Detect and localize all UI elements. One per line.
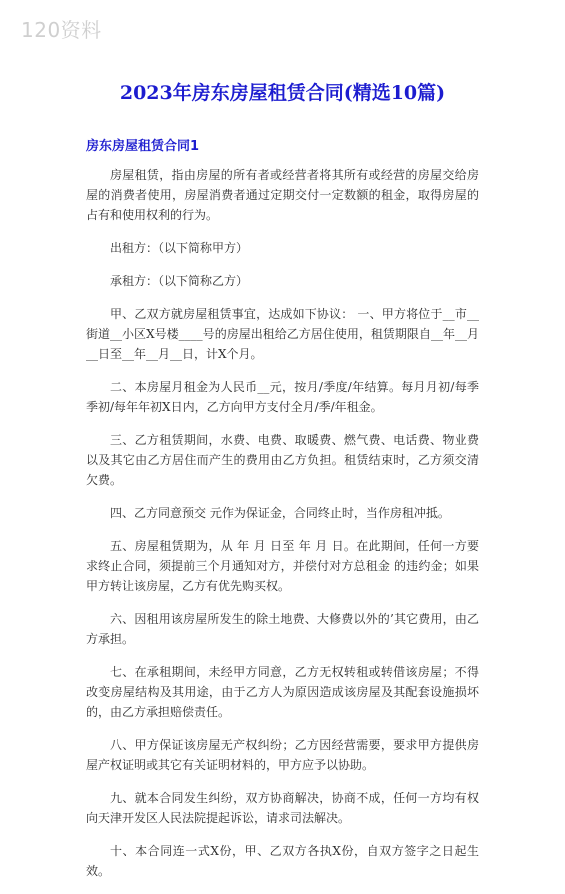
contract-body bbox=[86, 165, 479, 894]
document-title: 2023年房东房屋租赁合同(精选10篇) bbox=[119, 82, 446, 104]
paragraph-clause-10: 十、本合同连一式X份，甲、乙双方各执X份，自双方签字之日起生效。 bbox=[86, 844, 479, 878]
paragraph-clause-6: 六、因租用该房屋所发生的除土地费、大修费以外的’其它费用，由乙方承担。 bbox=[86, 612, 479, 646]
section-heading: 房东房屋租赁合同1 bbox=[86, 139, 200, 154]
paragraph-clause-9: 九、就本合同发生纠纷，双方协商解决，协商不成，任何一方均有权向天津开发区人民法院提起诉讼，请求司法解决。 bbox=[86, 791, 479, 825]
paragraph-clause-2: 二、本房屋月租金为人民币__元，按月/季度/年结算。每月月初/每季季初/每年年初X日内，乙方向甲方支付全月/季/年租金。 bbox=[86, 380, 479, 414]
paragraph-intro: 房屋租赁，指由房屋的所有者或经营者将其所有或经营的房屋交给房屋的消费者使用，房屋消费者通过定期交付一定数额的租金，取得房屋的占有和使用权利的行为。 bbox=[86, 168, 479, 222]
paragraph-clause-1: 甲、乙双方就房屋租赁事宜，达成如下协议： 一、甲方将位于__市__街道__小区X号楼____号的房屋出租给乙方居住使用，租赁期限自__年__月__日至__年__月__日，计X个月。 bbox=[86, 307, 479, 361]
paragraph-lessor: 出租方：（以下简称甲方） bbox=[110, 241, 249, 255]
paragraph-clause-7: 七、在承租期间，未经甲方同意，乙方无权转租或转借该房屋；不得改变房屋结构及其用途，由于乙方人为原因造成该房屋及其配套设施损坏的，由乙方承担赔偿责任。 bbox=[86, 665, 479, 719]
paragraph-clause-8: 八、甲方保证该房屋无产权纠纷；乙方因经营需要，要求甲方提供房屋产权证明或其它有关证明材料的，甲方应予以协助。 bbox=[86, 738, 479, 772]
paragraph-clause-5: 五、房屋租赁期为，从 年 月 日至 年 月 日。在此期间，任何一方要求终止合同，须提前三个月通知对方，并偿付对方总租金 的违约金；如果甲方转让该房屋，乙方有优先购买权。 bbox=[86, 539, 479, 593]
paragraph-clause-3: 三、乙方租赁期间，水费、电费、取暖费、燃气费、电话费、物业费以及其它由乙方居住而产生的费用由乙方负担。租赁结束时，乙方须交清欠费。 bbox=[86, 433, 479, 487]
paragraph-lessee: 承租方：（以下简称乙方） bbox=[110, 274, 249, 288]
paragraph-clause-4: 四、乙方同意预交 元作为保证金，合同终止时，当作房租冲抵。 bbox=[110, 506, 450, 520]
watermark-logo: 120资料 bbox=[21, 18, 102, 42]
